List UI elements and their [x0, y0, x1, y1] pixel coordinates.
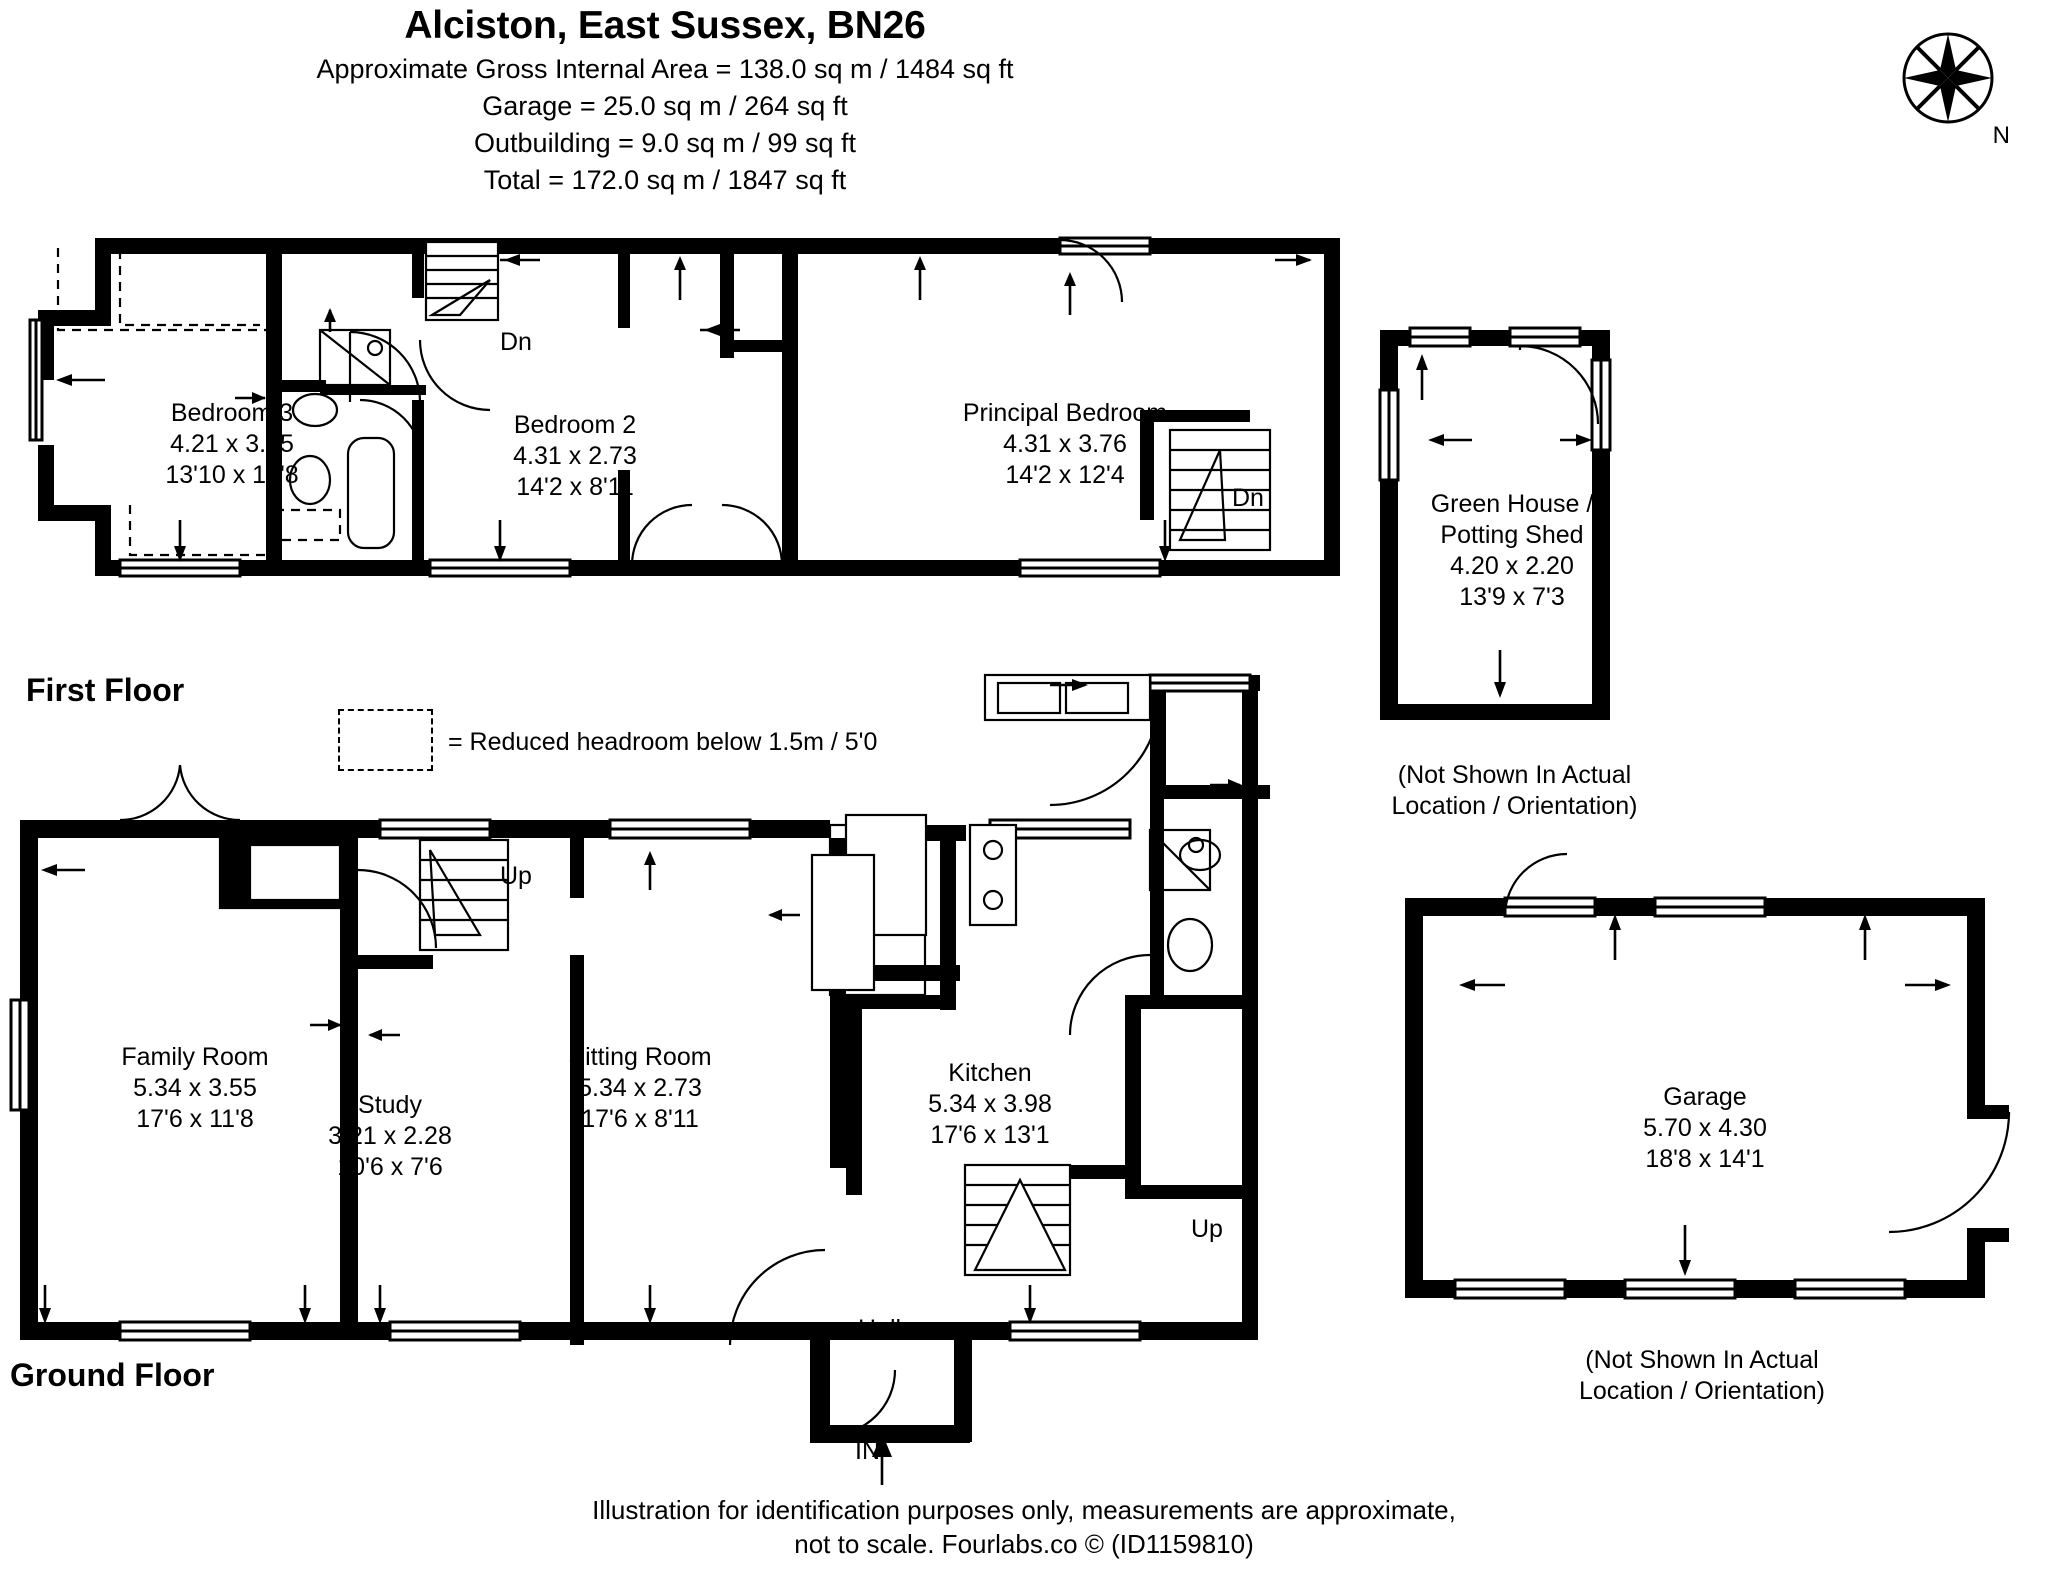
- compass: [1900, 30, 2010, 150]
- compass-north-label: N: [1992, 122, 2010, 149]
- greenhouse-location-note: (Not Shown In Actual Location / Orientation): [1391, 761, 1638, 820]
- stair-marker-up-left: Up: [500, 862, 532, 890]
- entrance-marker: IN: [855, 1437, 880, 1465]
- room-label-bedroom-2: Bedroom 2 4.31 x 2.73 14'2 x 8'11: [513, 411, 637, 501]
- footer-line-2: not to scale. Fourlabs.co © (ID1159810): [794, 1529, 1254, 1559]
- stair-marker-dn-left: Dn: [500, 328, 532, 356]
- room-label-greenhouse: Green House / Potting Shed 4.20 x 2.20 13'9 x 7'3: [1430, 490, 1594, 611]
- stair-marker-up-right: Up: [1191, 1215, 1223, 1243]
- footer: [0, 1493, 2048, 1561]
- room-label-study: Study 3.21 x 2.28 10'6 x 7'6: [328, 1091, 452, 1181]
- area-line-total: Total = 172.0 sq m / 1847 sq ft: [483, 165, 847, 195]
- compass-rose-icon: [1900, 30, 2010, 130]
- room-label-kitchen: Kitchen 5.34 x 3.98 17'6 x 13'1: [928, 1059, 1052, 1149]
- room-label-hall: Hall: [858, 1315, 902, 1343]
- room-label-bedroom-3: Bedroom 3 4.21 x 3.25 13'10 x 10'8: [165, 399, 299, 489]
- first-floor-label: First Floor: [26, 672, 185, 708]
- room-label-family-room: Family Room 5.34 x 3.55 17'6 x 11'8: [121, 1043, 269, 1133]
- ground-floor-label: Ground Floor: [10, 1357, 215, 1393]
- reduced-headroom-legend-text: = Reduced headroom below 1.5m / 5'0: [448, 728, 878, 756]
- page-title: Alciston, East Sussex, BN26: [404, 4, 926, 47]
- room-label-principal-bedroom: Principal Bedroom 4.31 x 3.76 14'2 x 12'4: [962, 399, 1168, 489]
- stair-marker-dn-right: Dn: [1232, 484, 1264, 512]
- header: [0, 0, 1330, 196]
- area-line-outbuilding: Outbuilding = 9.0 sq m / 99 sq ft: [474, 128, 856, 158]
- footer-line-1: Illustration for identification purposes only, measurements are approximate,: [592, 1495, 1456, 1525]
- area-line-gross: Approximate Gross Internal Area = 138.0 sq m / 1484 sq ft: [316, 54, 1014, 84]
- garage-location-note: (Not Shown In Actual Location / Orientation): [1579, 1346, 1825, 1405]
- room-label-sitting-room: Sitting Room 5.34 x 2.73 17'6 x 8'11: [568, 1043, 712, 1133]
- area-line-garage: Garage = 25.0 sq m / 264 sq ft: [482, 91, 848, 121]
- room-label-garage: Garage 5.70 x 4.30 18'8 x 14'1: [1643, 1083, 1767, 1173]
